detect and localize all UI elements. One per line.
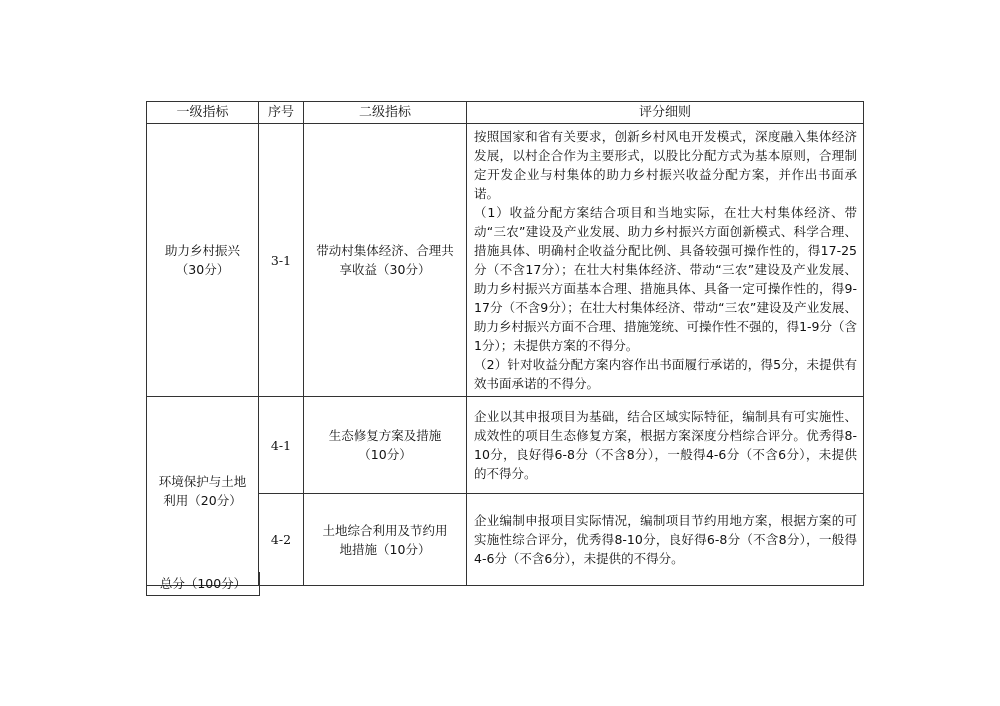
scoring-table — [146, 101, 864, 586]
level1-text: 环境保护与土地利用（20分） — [158, 474, 247, 508]
table-row — [147, 124, 864, 397]
detail-cell: 企业以其申报项目为基础，结合区域实际特征，编制具有可实施性、成效性的项目生态修复方案，根据方案深度分档综合评分。优秀得8-10分，良好得6-8分（不含8分），一般得4-6分（不含6分），未提供的不得分。 — [467, 397, 864, 494]
detail-paragraph: 按照国家和省有关要求，创新乡村风电开发模式，深度融入集体经济发展，以村企合作为主要形式，以股比分配方式为基本原则，合理制定开发企业与村集体的助力乡村振兴收益分配方案，并作出书面承诺。 — [474, 129, 857, 201]
header-row — [147, 102, 864, 124]
seq-cell: 3-1 — [259, 124, 304, 397]
level1-text: 助力乡村振兴（30分） — [164, 243, 240, 277]
level1-cell — [147, 397, 259, 586]
level1-cell — [147, 124, 259, 397]
detail-cell: 企业编制申报项目实际情况，编制项目节约用地方案，根据方案的可实施性综合评分，优秀得8-10分，良好得6-8分（不含8分），一般得4-6分（不含6分），未提供的不得分。 — [467, 494, 864, 586]
level2-cell — [304, 124, 467, 397]
level2-cell — [304, 397, 467, 494]
level2-cell — [304, 494, 467, 586]
level2-text: 带动村集体经济、合理共享收益（30分） — [316, 243, 454, 277]
level2-text: 生态修复方案及措施（10分） — [328, 428, 442, 462]
header-detail: 评分细则 — [467, 102, 864, 124]
header-level1: 一级指标 — [147, 102, 259, 124]
header-level2: 二级指标 — [304, 102, 467, 124]
level2-text: 土地综合利用及节约用地措施（10分） — [322, 522, 448, 557]
detail-paragraph: （2）针对收益分配方案内容作出书面履行承诺的，得5分，未提供有效书面承诺的不得分。 — [474, 357, 857, 391]
header-seq: 序号 — [259, 102, 304, 124]
total-score-cell: 总分（100分） — [146, 572, 260, 596]
seq-cell: 4-1 — [259, 397, 304, 494]
detail-cell — [467, 124, 864, 397]
table-row — [147, 397, 864, 494]
seq-cell: 4-2 — [259, 494, 304, 586]
detail-paragraph: （1）收益分配方案结合项目和当地实际，在壮大村集体经济、带动“三农”建设及产业发展、助力乡村振兴方面创新模式、科学合理、措施具体、明确村企收益分配比例、具备较强可操作性的，得17-25分（不含17分）；在壮大村集体经济、带动“三农”建设及产业发展、助力乡村振兴方面基本合理、措施具体、具备一定可操作性的，得9-17分（不含9分）；在壮大村集体经济、带动“三农”建设及产业发展、助力乡村振兴方面不合理、措施笼统、可操作性不强的，得1-9分（含1分）；未提供方案的不得分。 — [474, 205, 857, 353]
